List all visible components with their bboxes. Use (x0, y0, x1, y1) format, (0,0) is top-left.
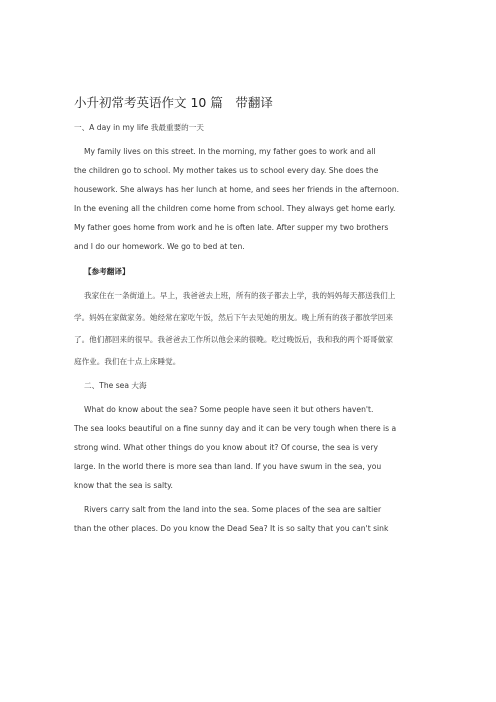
translation-line: 庭作业。我们在十点上床睡觉。 (74, 357, 181, 366)
paragraph-line: strong wind. What other things do you know about it? Of course, the sea is very (74, 443, 378, 452)
section-heading-2: 二、The sea 大海 (84, 381, 147, 390)
translation-line: 了。他们都回来的很早。我爸爸去工作所以他会来的很晚。吃过晚饭后，我和我的两个哥哥做家 (74, 335, 393, 344)
paragraph-line: The sea looks beautiful on a fine sunny day and it can be very tough when there is a (74, 424, 397, 433)
paragraph-line: large. In the world there is more sea than land. If you have swum in the sea, you (74, 462, 382, 471)
paragraph-line: Rivers carry salt from the land into the sea. Some places of the sea are saltier (84, 505, 382, 514)
translation-line: 我家住在一条街道上。早上，我爸爸去上班，所有的孩子都去上学，我的妈妈每天都送我们上 (84, 291, 396, 300)
translation-line: 学。妈妈在家做家务。她经常在家吃午饭，然后下午去见她的朋友。晚上所有的孩子都放学回来 (74, 313, 393, 322)
paragraph-line: What do know about the sea? Some people have seen it but others haven't. (84, 405, 374, 414)
paragraph-line: than the other places. Do you know the Dead Sea? It is so salty that you can't sink (74, 524, 389, 533)
paragraph-line: know that the sea is salty. (74, 481, 173, 490)
section-heading-1: 一、A day in my life 我最重要的一天 (74, 123, 204, 132)
document-title: 小升初常考英语作文 10 篇 带翻译 (74, 95, 273, 110)
paragraph-line: the children go to school. My mother takes us to school every day. She does the (74, 166, 379, 175)
paragraph-line: My family lives on this street. In the morning, my father goes to work and all (84, 147, 376, 156)
paragraph-line: and I do our homework. We go to bed at ten. (74, 242, 245, 251)
paragraph-line: housework. She always has her lunch at home, and sees her friends in the afternoon. (74, 185, 400, 194)
translation-heading: 【参考翻译】 (84, 267, 130, 276)
paragraph-line: My father goes home from work and he is often late. After supper my two brothers (74, 223, 389, 232)
paragraph-line: In the evening all the children come home from school. They always get home early. (74, 204, 396, 213)
